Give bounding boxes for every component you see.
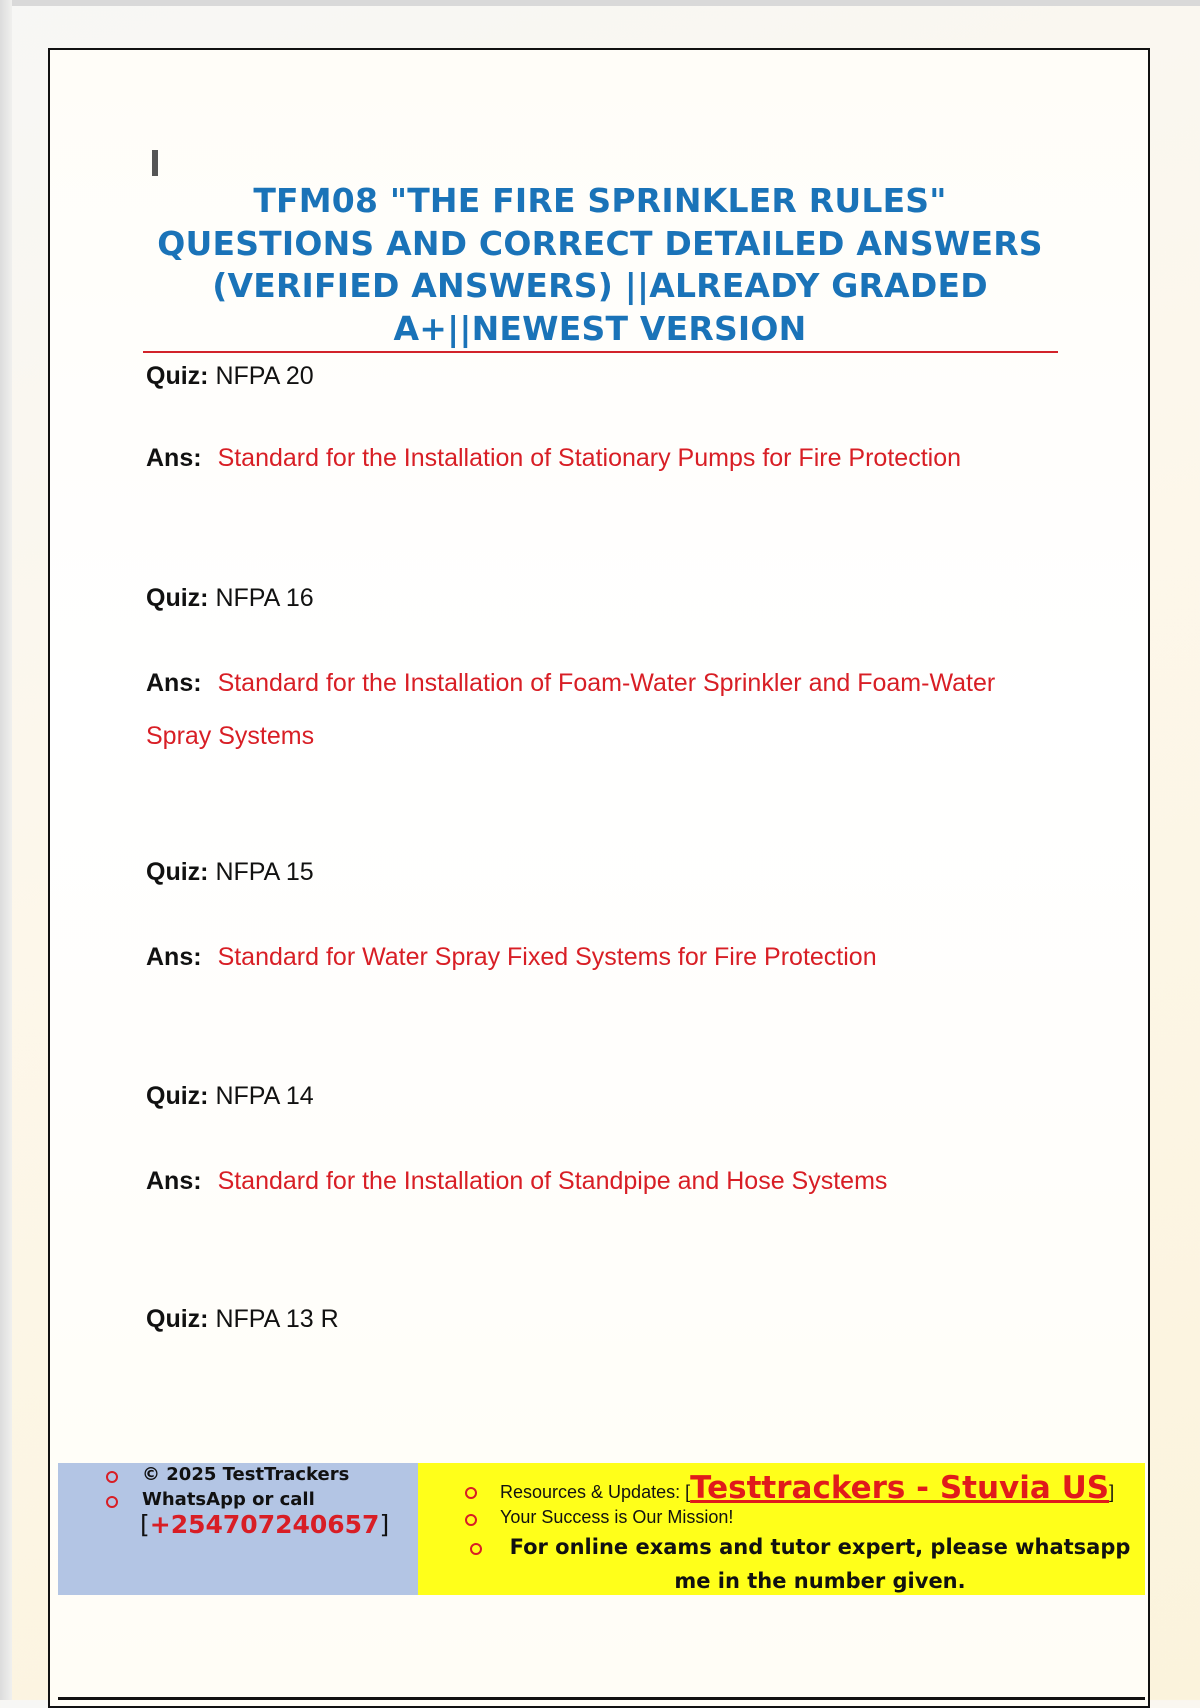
document-title: TFM08 "THE FIRE SPRINKLER RULES" QUESTIONS AND CORRECT DETAILED ANSWERS (VERIFIED ANSWERS) ||ALREADY GRADED A+||NEWEST VERSION [157, 181, 1043, 348]
quiz-label: Quiz: [146, 362, 209, 390]
quiz-text: NFPA 20 [215, 362, 314, 390]
answer-item [146, 432, 1046, 485]
bullet-icon [106, 1471, 118, 1483]
quiz-label: Quiz: [146, 1305, 209, 1333]
answer-text: Standard for the Installation of Standpipe and Hose Systems [217, 1167, 888, 1195]
bullet-icon [465, 1514, 477, 1526]
page-left-edge [0, 0, 12, 1700]
answer-label: Ans: [146, 943, 202, 971]
quiz-text: NFPA 14 [215, 1082, 314, 1110]
quiz-item [146, 1082, 314, 1111]
footer-promo-text: For online exams and tutor expert, please whatsapp me in the number given. [509, 1535, 1131, 1593]
answer-text: Standard for the Installation of Stationary Pumps for Fire Protection [217, 444, 961, 472]
footer-copyright: © 2025 TestTrackers [142, 1464, 350, 1485]
answer-item [146, 931, 1046, 984]
text-cursor-icon [152, 150, 158, 176]
title-underline [143, 351, 1058, 353]
footer-resources: Resources & Updates: [Testtrackers - Stuvia US] [500, 1470, 1115, 1506]
quiz-text: NFPA 15 [215, 858, 314, 886]
quiz-label: Quiz: [146, 584, 209, 612]
footer-mission: Your Success is Our Mission! [500, 1507, 734, 1527]
footer-contact-label: WhatsApp or call [142, 1489, 315, 1510]
phone-number[interactable]: +254707240657 [149, 1510, 380, 1539]
quiz-item [146, 858, 314, 887]
answer-label: Ans: [146, 444, 202, 472]
quiz-item [146, 1305, 339, 1334]
bullet-icon [470, 1543, 482, 1555]
answer-label: Ans: [146, 669, 202, 697]
footer-phone[interactable]: [+254707240657] [140, 1510, 390, 1539]
quiz-label: Quiz: [146, 858, 209, 886]
bullet-icon [465, 1487, 477, 1499]
answer-item [146, 1155, 1046, 1208]
quiz-text: NFPA 16 [215, 584, 314, 612]
answer-item [146, 657, 1046, 763]
resources-link[interactable]: Testtrackers - Stuvia US [690, 1470, 1110, 1506]
bullet-icon [106, 1496, 118, 1508]
answer-text: Standard for Water Spray Fixed Systems for Fire Protection [217, 943, 877, 971]
resources-label: Resources & Updates: [500, 1482, 686, 1502]
quiz-text: NFPA 13 R [215, 1305, 339, 1333]
page-top-edge [0, 0, 1200, 6]
answer-label: Ans: [146, 1167, 202, 1195]
answer-text: Standard for the Installation of Foam-Water Sprinkler and Foam-Water Spray Systems [146, 669, 996, 750]
quiz-item [146, 362, 314, 391]
quiz-item [146, 584, 314, 613]
quiz-label: Quiz: [146, 1082, 209, 1110]
